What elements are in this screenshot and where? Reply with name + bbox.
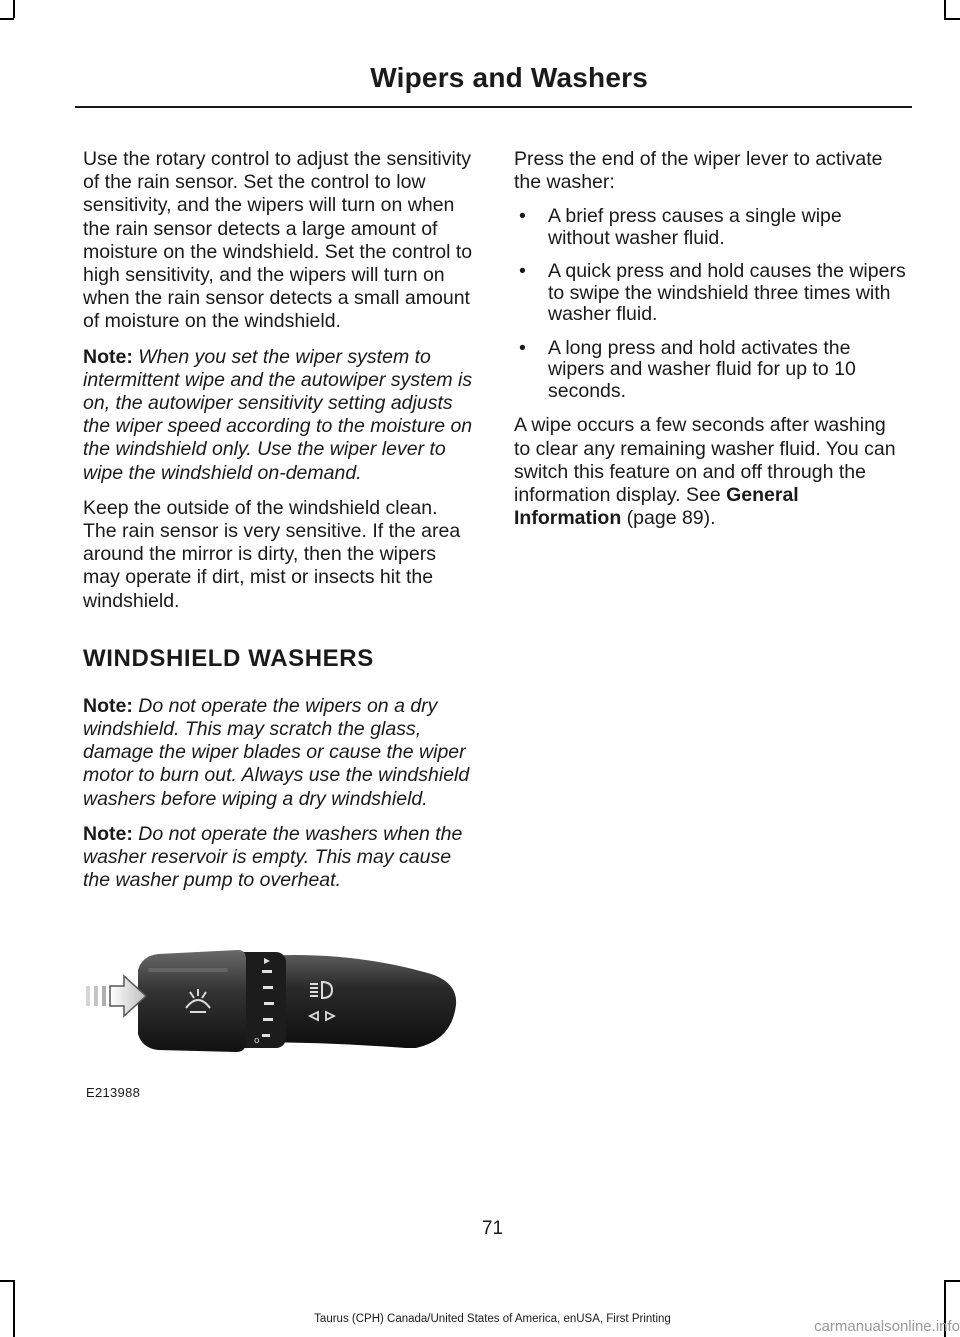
crop-mark: [0, 1280, 14, 1282]
page-reference: (page 89).: [621, 507, 716, 530]
note-label: Note:: [83, 822, 133, 845]
rain-sensor-paragraph: Use the rotary control to adjust the sensitivity of the rain sensor. Set the control to low sensitivity, and the wipers will turn on when the rain sensor detects a large amount of moisture on the windshield. Set the control to high sensitivity, and the wipers will turn on when the rain sensor detects a small amount of moisture on the windshield.: [83, 148, 473, 333]
wiper-lever-illustration: [86, 930, 466, 1060]
page-title: Wipers and Washers: [370, 62, 648, 93]
general-information-link[interactable]: General Information: [514, 484, 799, 530]
list-item-text: A brief press causes a single wipe without washer fluid.: [548, 205, 842, 249]
right-column: [514, 148, 906, 542]
crop-mark: [944, 18, 960, 20]
list-item: [514, 261, 906, 326]
note-label: Note:: [83, 345, 133, 368]
section-heading: WINDSHIELD WASHERS: [83, 644, 374, 672]
page-number: 71: [481, 1218, 504, 1239]
note-empty-reservoir: [83, 823, 475, 893]
crop-mark: [944, 0, 946, 18]
figure-id: E213988: [86, 1085, 141, 1100]
crop-mark: [13, 0, 15, 18]
svg-text:o: o: [254, 1036, 260, 1046]
wipe-after-wash-paragraph: [514, 414, 906, 530]
bullet-glyph: •: [519, 205, 526, 228]
bullet-glyph: •: [519, 336, 526, 359]
crop-mark: [0, 18, 14, 20]
crop-mark: [13, 1280, 15, 1337]
washer-bullet-list: [514, 206, 906, 402]
press-arrow-icon: [86, 976, 146, 1016]
list-item-text: A long press and hold activates the wipers and washer fluid for up to 10 seconds.: [548, 336, 856, 402]
note-label: Note:: [83, 694, 133, 717]
paragraph-text: A wipe occurs a few seconds after washing to clear any remaining washer fluid. You can switch this feature on and off through the information display. See: [514, 414, 896, 507]
note-text: Do not operate the washers when the washer reservoir is empty. This may cause the washer pump to overheat.: [83, 822, 463, 892]
note-dry-windshield: [83, 695, 475, 811]
footer-text: Taurus (CPH) Canada/United States of America, enUSA, First Printing: [314, 1313, 671, 1325]
header-divider: [75, 106, 912, 108]
bullet-glyph: •: [519, 260, 526, 283]
left-column: [83, 148, 475, 904]
list-item: [514, 338, 906, 403]
watermark: carmanualsonline.info: [814, 1318, 960, 1335]
list-item: [514, 206, 906, 249]
list-item-text: A quick press and hold causes the wipers to swipe the windshield three times with washer fluid.: [548, 260, 906, 326]
note-autowiper: [83, 346, 475, 485]
windshield-clean-paragraph: Keep the outside of the windshield clean. The rain sensor is very sensitive. If the area around the mirror is dirty, then the wipers may operate if dirt, mist or insects hit the windshield.: [83, 496, 461, 612]
crop-mark: [944, 1280, 960, 1282]
note-text: Do not operate the wipers on a dry windshield. This may scratch the glass, damage the wiper blades or cause the wiper motor to burn out. Always use the windshield washers before wiping a dry windshield.: [83, 694, 470, 810]
washer-intro: Press the end of the wiper lever to activate the washer:: [514, 148, 883, 194]
note-text: When you set the wiper system to intermittent wipe and the autowiper system is on, the autowiper sensitivity setting adjusts the wiper speed according to the moisture on the windshield only. Use the wiper lever to wipe the windshield on-demand.: [83, 345, 473, 484]
